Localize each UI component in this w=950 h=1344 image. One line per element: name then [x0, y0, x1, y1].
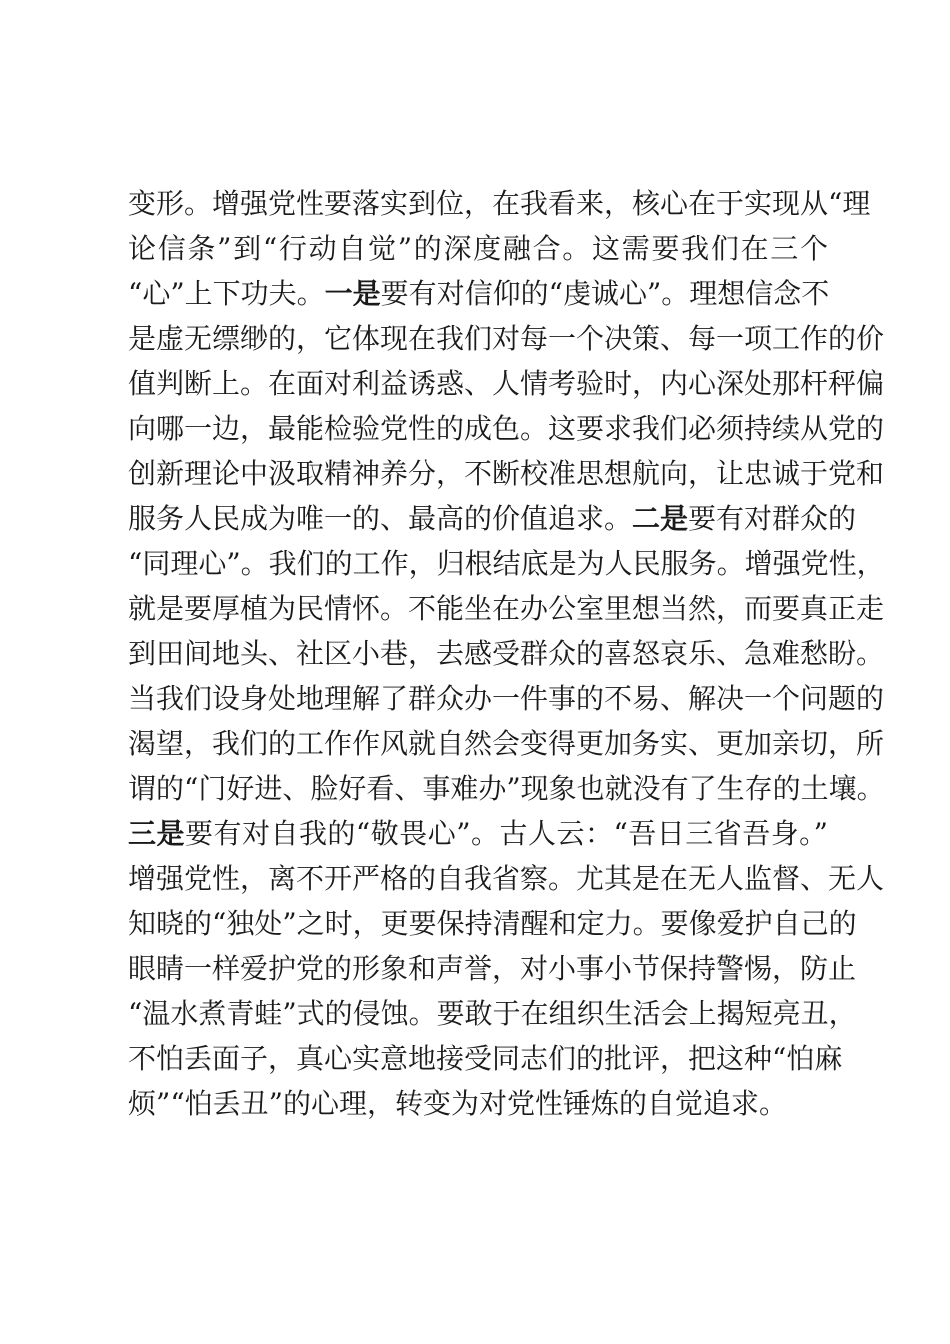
text-segment: 到田间地头、社区小巷，去感受群众的喜怒哀乐、急难愁盼。	[128, 637, 885, 670]
text-segment: 知晓的“独处”之时，更要保持清醒和定力。要像爱护自己的	[128, 907, 857, 940]
text-line	[128, 949, 857, 989]
text-line	[128, 769, 885, 809]
text-line	[128, 229, 828, 269]
text-line	[128, 724, 885, 764]
text-segment: 烦”“怕丢丑”的心理，转变为对党性锤炼的自觉追求。	[128, 1087, 787, 1120]
text-segment: 变形。增强党性要落实到位，在我看来，核心在于实现从“理	[128, 187, 871, 220]
text-line	[128, 1039, 843, 1079]
text-line	[128, 409, 885, 449]
text-segment: 增强党性，离不开严格的自我省察。尤其是在无人监督、无人	[128, 862, 885, 895]
text-segment: 不怕丢面子，真心实意地接受同志们的批评，把这种“怕麻	[128, 1042, 843, 1075]
text-segment: 服务人民成为唯一的、最高的价值追求。	[128, 502, 633, 535]
bold-text-segment: 一是	[324, 277, 381, 310]
text-line	[128, 814, 828, 854]
text-segment: “温水煮青蛙”式的侵蚀。要敢于在组织生活会上揭短亮丑，	[128, 997, 857, 1030]
text-line	[128, 589, 885, 629]
text-line	[128, 634, 885, 674]
text-line	[128, 319, 885, 359]
text-segment: “同理心”。我们的工作，归根结底是为人民服务。增强党性，	[128, 547, 885, 580]
text-segment: 眼睛一样爱护党的形象和声誉，对小事小节保持警惕，防止	[128, 952, 857, 985]
text-segment: 渴望，我们的工作作风就自然会变得更加务实、更加亲切，所	[128, 727, 885, 760]
text-segment: “心”上下功夫。	[128, 277, 325, 310]
text-segment: 向哪一边，最能检验党性的成色。这要求我们必须持续从党的	[128, 412, 885, 445]
text-segment: 谓的“门好进、脸好看、事难办”现象也就没有了生存的土壤。	[128, 772, 885, 805]
text-segment: 是虚无缥缈的，它体现在我们对每一个决策、每一项工作的价	[128, 322, 885, 355]
text-segment: 就是要厚植为民情怀。不能坐在办公室里想当然，而要真正走	[128, 592, 885, 625]
text-line	[128, 544, 885, 584]
text-segment: 要有对自我的“敬畏心”。古人云：“吾日三省吾身。”	[184, 817, 828, 850]
text-line	[128, 679, 885, 719]
text-line	[128, 1084, 828, 1124]
bold-text-segment: 三是	[128, 817, 185, 850]
text-segment: 要有对信仰的“虔诚心”。理想信念不	[380, 277, 830, 310]
text-segment: 要有对群众的	[688, 502, 857, 535]
text-line	[128, 994, 857, 1034]
bold-text-segment: 二是	[632, 502, 689, 535]
text-line	[128, 454, 885, 494]
text-line	[128, 499, 857, 539]
text-segment: 当我们设身处地理解了群众办一件事的不易、解决一个问题的	[128, 682, 885, 715]
text-line	[128, 859, 885, 899]
text-segment: 值判断上。在面对利益诱惑、人情考验时，内心深处那杆秤偏	[128, 367, 885, 400]
text-segment: 创新理论中汲取精神养分，不断校准思想航向，让忠诚于党和	[128, 457, 885, 490]
text-line	[128, 184, 871, 224]
text-line	[128, 904, 857, 944]
text-line	[128, 364, 885, 404]
text-segment: 论信条”到“行动自觉”的深度融合。这需要我们在三个	[128, 232, 828, 265]
text-line	[128, 274, 828, 314]
